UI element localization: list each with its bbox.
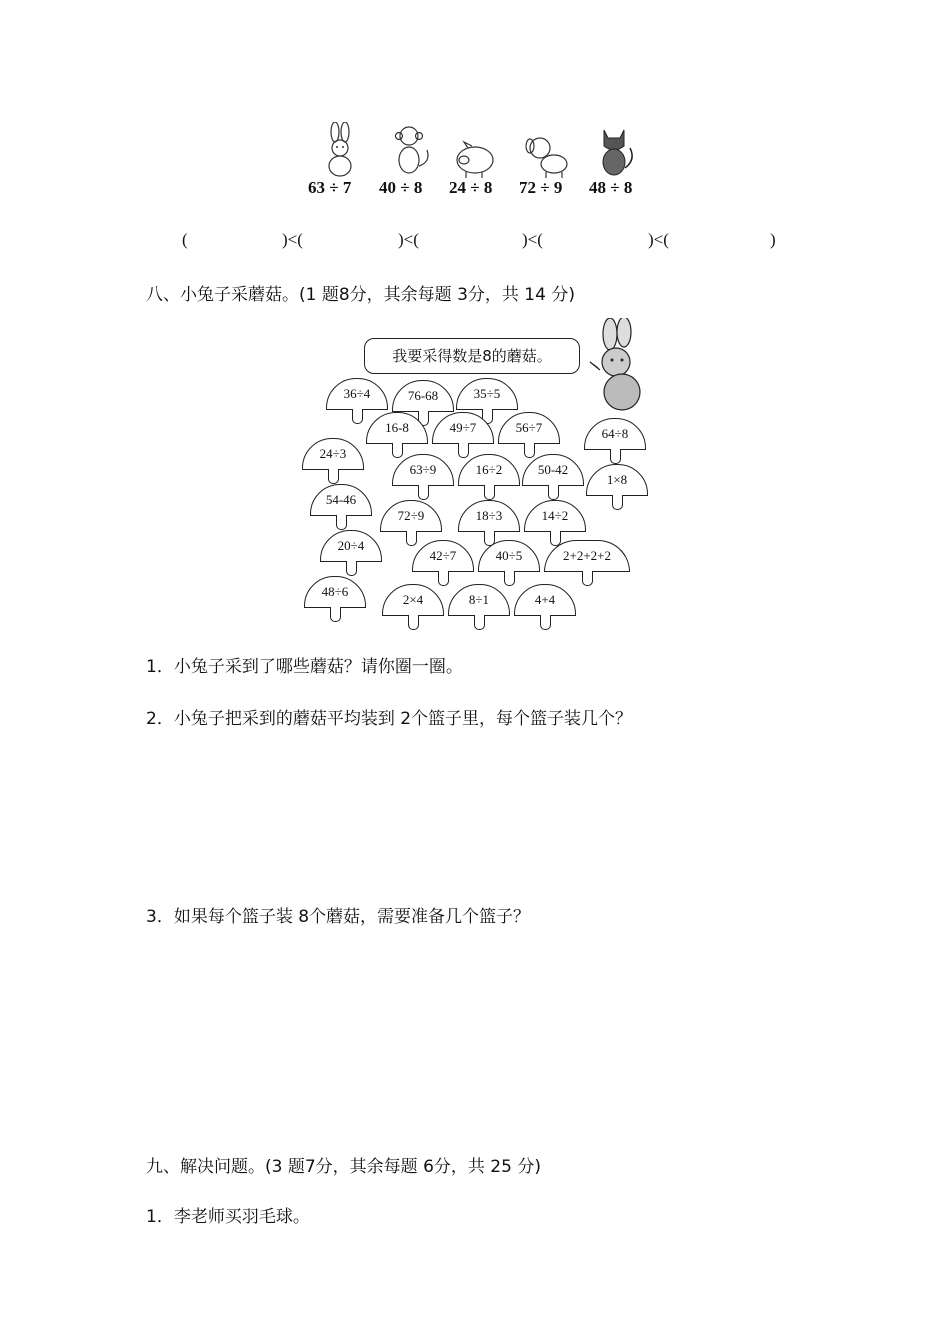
expr-dog: 72 ÷ 9: [519, 178, 563, 197]
expr-pig: 24 ÷ 8: [449, 178, 493, 197]
mushroom-label: 14÷2: [541, 508, 569, 523]
mushroom-label: 72÷9: [397, 508, 425, 523]
section8-q2: 2．小兔子把采到的蘑菇平均装到 2个篮子里，每个篮子装几个？: [146, 709, 633, 729]
section8-q3: 3．如果每个篮子装 8个蘑菇，需要准备几个篮子？: [146, 907, 531, 927]
mushroom-label: 42÷7: [429, 548, 457, 563]
compare-lt-3: )<(: [522, 230, 543, 249]
mushroom-2x4[interactable]: [382, 584, 446, 640]
mushroom-label: 64÷8: [601, 426, 629, 441]
mushroom-label: 16÷2: [475, 462, 503, 477]
mushroom-label: 1×8: [606, 472, 628, 487]
section8-title: 八、小兔子采蘑菇。(1 题8分，其余每题 3分，共 14 分): [146, 285, 575, 305]
mushroom-8d1[interactable]: [448, 584, 512, 640]
speech-bubble: 我要采得数是8的蘑菇。: [364, 338, 580, 374]
compare-close: ): [770, 230, 776, 249]
mushroom-label: 54-46: [325, 492, 357, 507]
mushroom-label: 8÷1: [468, 592, 490, 607]
mushroom-label: 50-42: [537, 462, 569, 477]
dog-icon: [520, 128, 570, 184]
expr-rabbit: 63 ÷ 7: [308, 178, 352, 197]
mushroom-label: 18÷3: [475, 508, 503, 523]
mushroom-1x8[interactable]: [586, 464, 650, 520]
mushroom-label: 48÷6: [321, 584, 349, 599]
compare-lt-4: )<(: [648, 230, 669, 249]
section9-q1: 1．李老师买羽毛球。: [146, 1207, 310, 1227]
compare-lt-1: )<(: [282, 230, 303, 249]
mushroom-label: 4+4: [534, 592, 556, 607]
mushroom-label: 49÷7: [449, 420, 477, 435]
mushroom-label: 16-8: [385, 420, 409, 435]
mushroom-label: 24÷3: [319, 446, 347, 461]
mushroom-48d6[interactable]: [304, 576, 368, 632]
compare-lt-2: )<(: [398, 230, 419, 249]
mushroom-4p4[interactable]: [514, 584, 578, 640]
mushroom-label: 35÷5: [473, 386, 501, 401]
cat-icon: [590, 124, 640, 180]
monkey-icon: [385, 122, 435, 178]
rabbit-icon: [315, 122, 365, 178]
mushroom-label: 2+2+2+2: [563, 548, 611, 563]
expr-cat: 48 ÷ 8: [589, 178, 633, 197]
section8-q1: 1．小兔子采到了哪些蘑菇？请你圈一圈。: [146, 657, 463, 677]
compare-open: (: [182, 230, 188, 249]
mushroom-label: 40÷5: [495, 548, 523, 563]
mushroom-label: 2×4: [402, 592, 424, 607]
mushroom-label: 76-68: [407, 388, 439, 403]
mushroom-label: 63÷9: [409, 462, 437, 477]
animal-row: [300, 122, 660, 182]
rabbit-icon: [586, 318, 650, 414]
mushroom-label: 20÷4: [337, 538, 365, 553]
expr-monkey: 40 ÷ 8: [379, 178, 423, 197]
mushroom-label: 36÷4: [343, 386, 371, 401]
section9-title: 九、解决问题。(3 题7分，其余每题 6分，共 25 分): [146, 1157, 541, 1177]
mushroom-label: 56÷7: [515, 420, 543, 435]
